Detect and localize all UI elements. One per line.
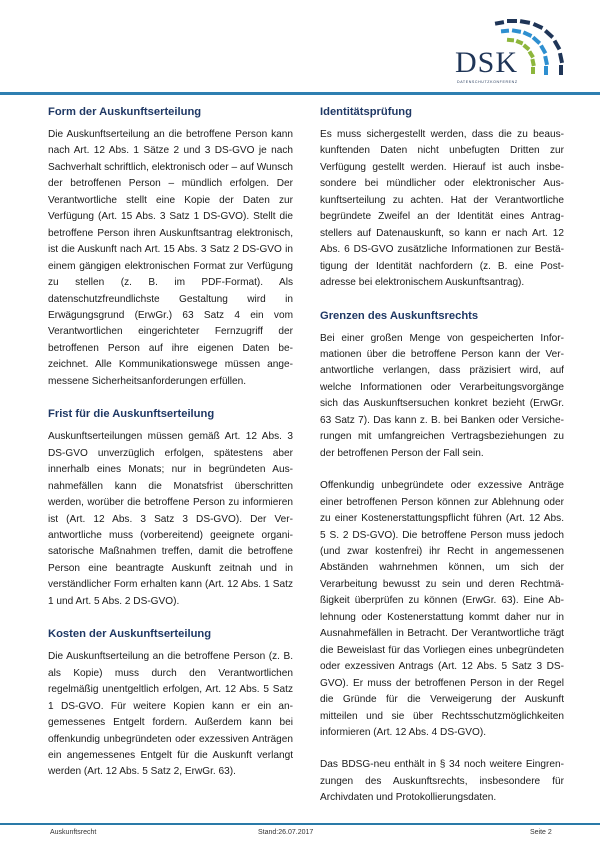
section-identitaet: [320, 104, 564, 292]
section-heading: Kosten der Auskunftserteilung: [48, 628, 212, 641]
footer-document-title: Auskunftsrecht: [50, 829, 97, 836]
section-paragraph: Es muss sichergestellt werden, dass die zu beauskunftenden Daten nicht unbefugten Dritten zur Verfügung gestellt werden. Hierauf ist auch insbesondere bei mündlicher oder elektronischer Auskunftserteilung zu achten. Hat der Verantwortliche begründete Zweifel an der Identität eines Antragstellers auf Datenauskunft, so kann er nach Art. 12 Abs. 6 DS-GVO zusätzliche Informationen zur Bestätigung der Identität nachfordern (z. B. eine Postadresse bei elektronischem Auskunftsantrag).: [320, 129, 564, 289]
logo-subtitle: DATENSCHUTZKONFERENZ: [457, 80, 518, 84]
section-heading: Form der Auskunftserteilung: [48, 106, 202, 118]
dsk-logo: [455, 8, 590, 86]
section-paragraph: Das BDSG-neu enthält in § 34 noch weitere Eingrenzungen des Auskunftsrechts, insbesondere für Archivdaten und Protokollierungsdaten.: [320, 759, 564, 804]
section-paragraph: Auskunftserteilungen müssen gemäß Art. 12 Abs. 3 DS-GVO unverzüglich erfolgen, spätestens aber innerhalb eines Monats; nur in begründeten Ausnahmefällen kann die Monatsfrist überschritten werden, worüber die betroffene Person zu informieren ist (Art. 12 Abs. 3 Satz 3 DS-GVO). Der Verantwortliche muss (vorbereitend) geeignete organisatorische Maßnahmen treffen, damit die betroffene Person eine beantragte Auskunft zeitnah und in verständlicher Form erhalten kann (Art. 12 Abs. 1 Satz 1 und Art. 5 Abs. 2 DS-GVO).: [48, 431, 293, 607]
section-frist: [48, 406, 293, 610]
section-paragraph: Offenkundig unbegründete oder exzessive Anträge einer betroffenen Person können zur Ablehnung oder zu einer Kostenerstattungspflicht führen (Art. 12 Abs. 5 S. 2 DS-GVO). Die betroffene Person muss jedoch (und zwar kostenfrei) ihr Recht in angemessenen Abständen wahrnehmen können, um sich der Verarbeitung bewusst zu sein und deren Rechtmäßigkeit überprüfen zu können (ErwGr. 63). Eine Ablehnung oder Kostenerstattung kommt daher nur in Ausnahmefällen in Betracht. Der Verantwortliche trägt die Beweislast für das Vorliegen eines unbegründeten oder exzessiven Antrags (Art. 12 Abs. 5 Satz 3 DS-GVO). Er muss der betroffenen Person in der Regel die Gründe für die Verweigerung der Auskunft mitteilen und sie über Rechtsschutzmöglichkeiten informieren (Art. 12 Abs. 4 DS-GVO).: [320, 480, 564, 738]
section-grenzen: [320, 308, 564, 807]
section-heading: Grenzen des Auskunftsrechts: [320, 309, 479, 322]
section-heading: Identitätsprüfung: [320, 106, 412, 118]
footer-rule: [0, 823, 600, 825]
left-column: [48, 104, 293, 797]
logo-wordmark: DSK: [455, 46, 519, 79]
section-paragraph: Die Auskunftserteilung an die betroffene Person kann nach Art. 12 Abs. 1 Sätze 2 und 3 DS-GVO je nach Sachverhalt schriftlich, elektronisch oder – auf Wunsch der betroffenen Person – mündlich erfolgen. Der Verantwortliche stellt eine Kopie der Daten zur Verfügung (Art. 15 Abs. 3 Satz 1 DS-GVO). Stellt die betroffene Person ihren Auskunftsantrag elektronisch, ist die Auskunft nach Art. 15 Abs. 3 Satz 2 DS-GVO in einem gängigen elektronischen Format zur Verfügung zu stellen (z. B. im PDF-Format). Als datenschutzfreundlichste Gestaltung wird in Erwägungsgrund (ErwGr.) 63 Satz 4 ein vom Verantwortlichen eingerichteter Fernzugriff der betroffenen Person auf ihre eigenen Daten bezeichnet. Alle Kommunikationswege müssen angemessene Sicherheitsanforderungen erfüllen.: [48, 129, 293, 387]
section-paragraph: Bei einer großen Menge von gespeicherten Informationen über die betroffene Person kann der Verantwortliche verlangen, dass präzisiert wird, auf welche Informationen oder Verarbeitungsvorgänge sich das Auskunftsersuchen konkret bezieht (ErwGr. 63 Satz 7). Das kann z. B. bei Banken oder Versicherungen mit umfangreichen Vertragsbeziehungen zu der betroffenen Person der Fall sein.: [320, 332, 564, 459]
section-paragraph: Die Auskunftserteilung an die betroffene Person (z. B. als Kopie) muss durch den Verantwortlichen regelmäßig unentgeltlich erfolgen, Art. 12 Abs. 5 Satz 1 DS-GVO. Für weitere Kopien kann er ein angemessenes Entgelt fordern. Außerdem kann bei offenkundig unbegründeten oder exzessiven Anträgen ein angemessenes Entgelt für die Auskunft verlangt werden (Art. 12 Abs. 5 Satz 2, ErwGr. 63).: [48, 651, 293, 778]
section-form: [48, 104, 293, 390]
footer-date: Stand:26.07.2017: [258, 829, 314, 836]
section-heading: Frist für die Auskunftserteilung: [48, 408, 215, 421]
section-kosten: [48, 626, 293, 781]
right-column: [320, 104, 564, 823]
header-rule: [0, 92, 600, 95]
footer-page-number: Seite 2: [530, 829, 552, 836]
